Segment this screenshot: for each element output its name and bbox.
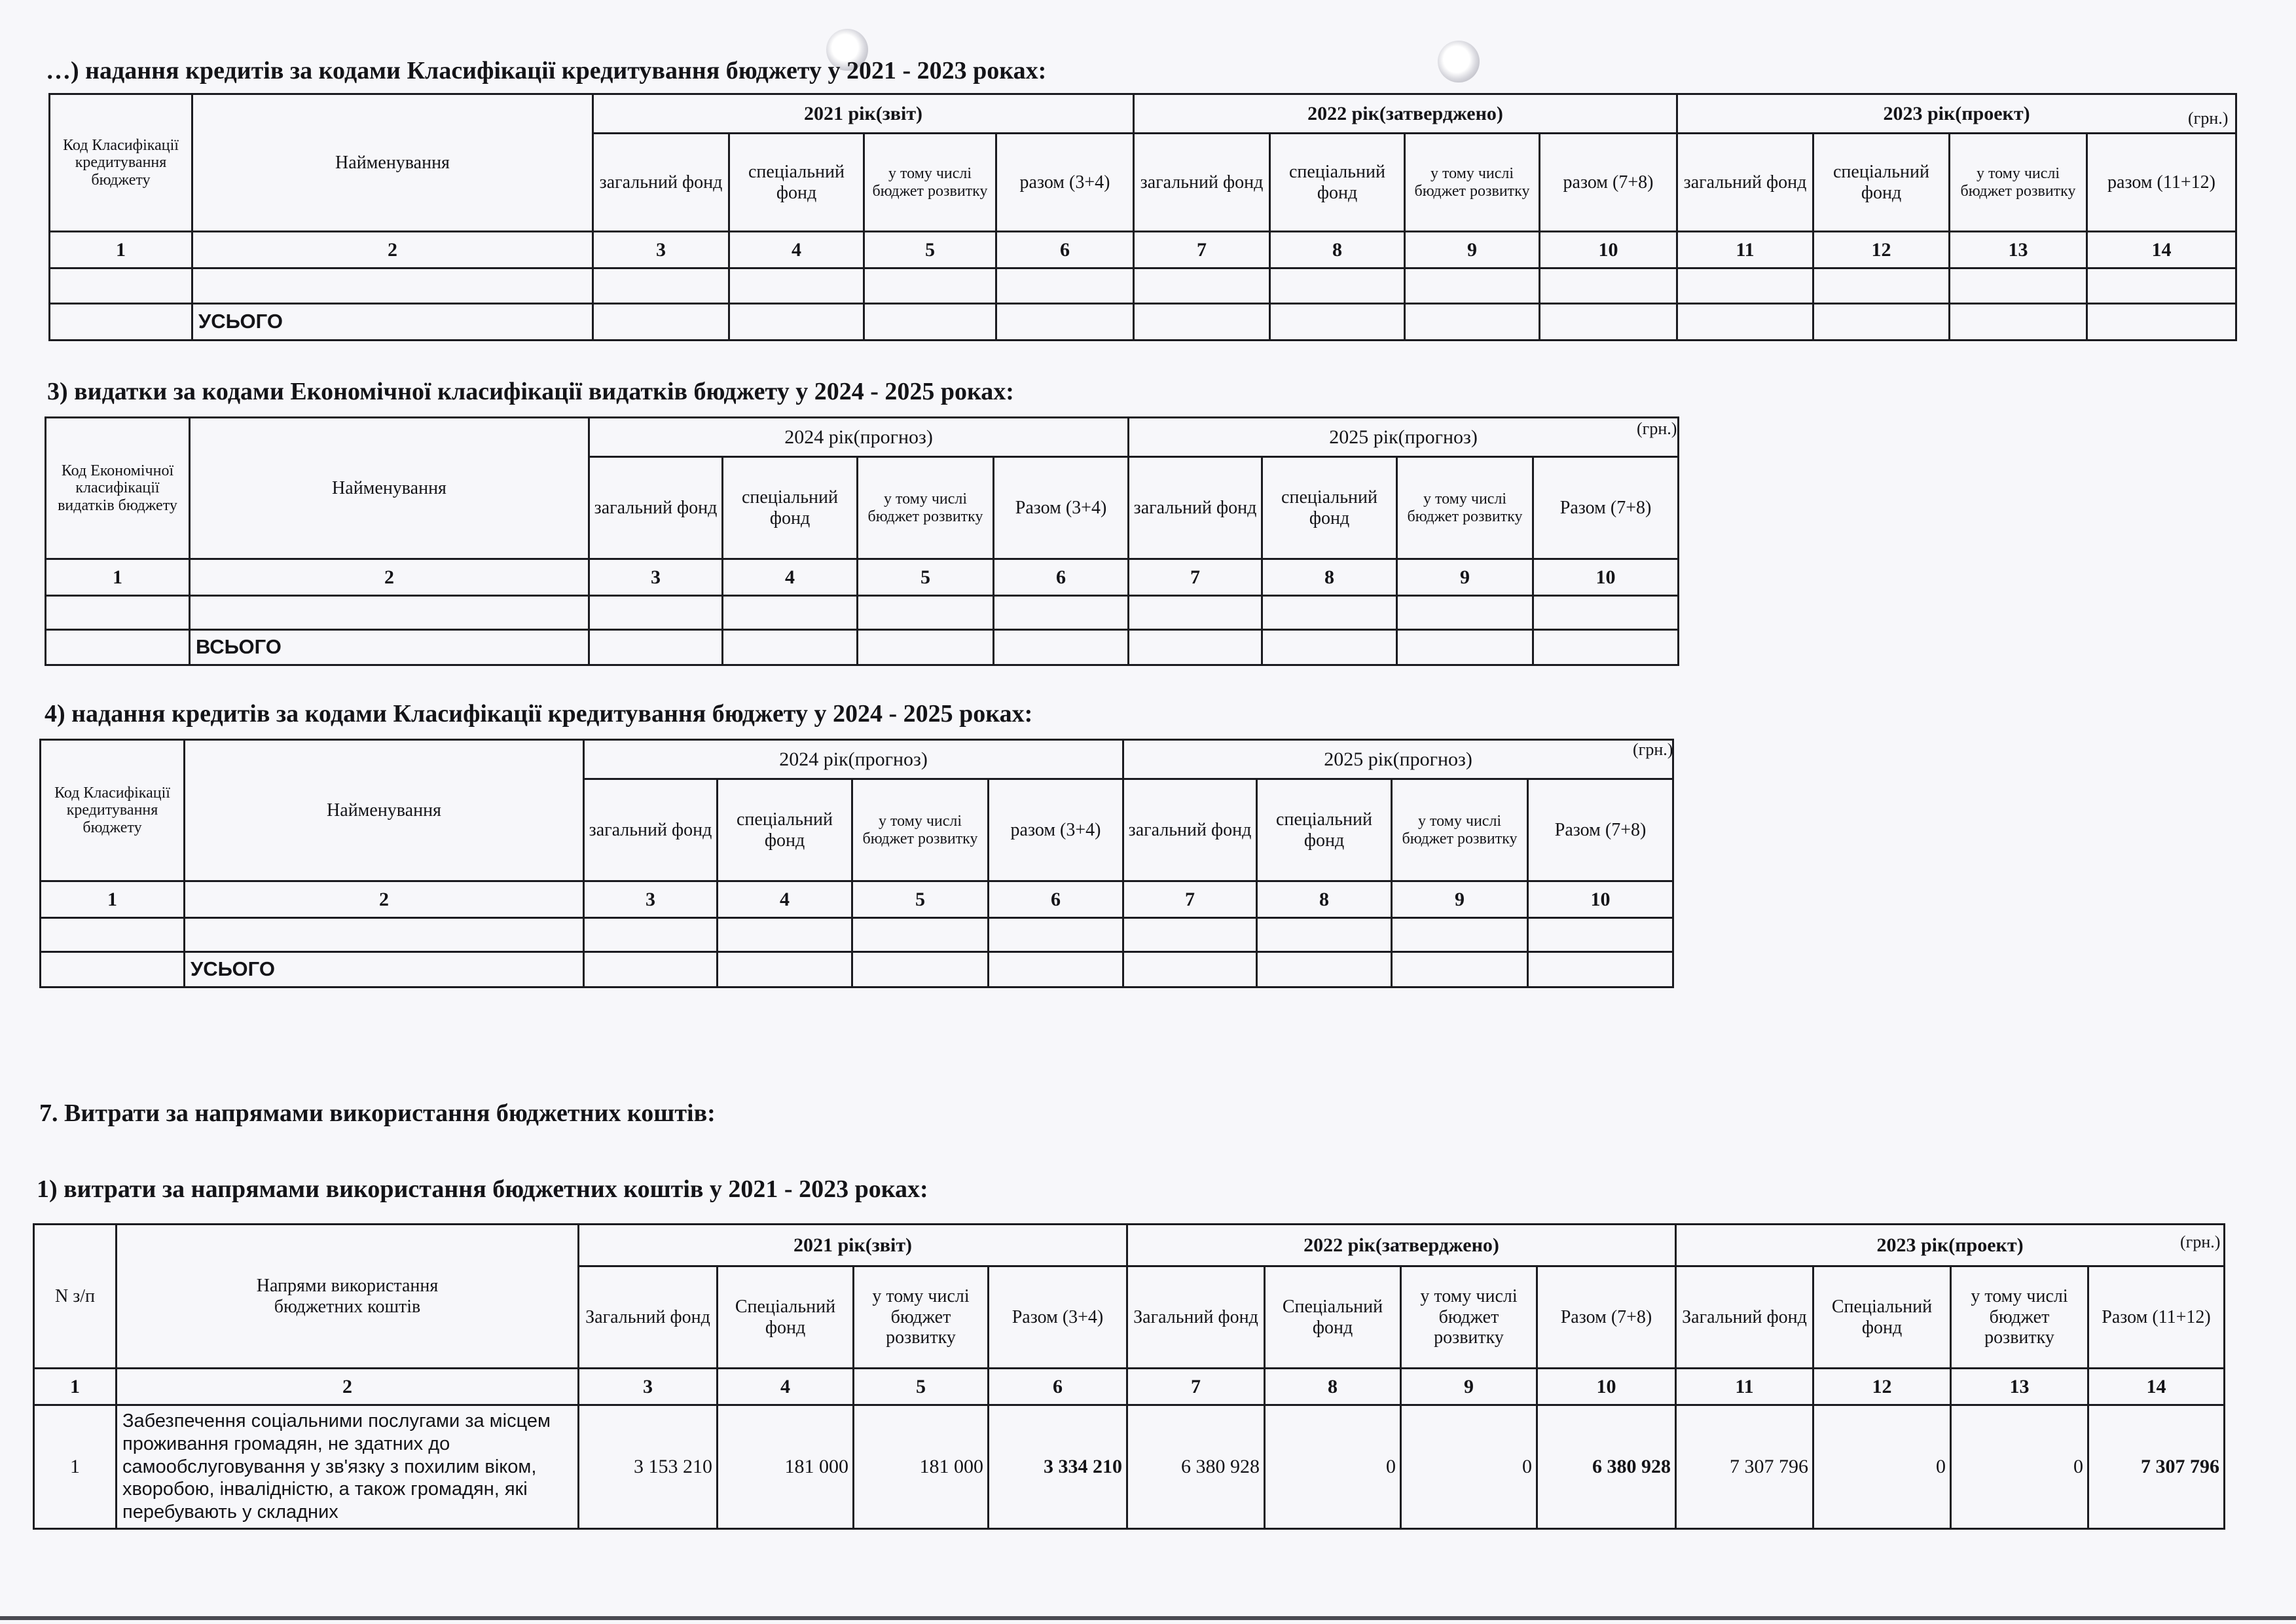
header-dev-budget: у тому числі бюджет розвитку — [1392, 779, 1528, 881]
section-3-title: 3) видатки за кодами Економічної класифікації видатків бюджету у 2024 - 2025 роках: — [47, 378, 1014, 405]
header-dev-budget: у тому числі бюджет розвитку — [864, 134, 996, 232]
header-sum: Разом (7+8) — [1537, 1266, 1676, 1369]
header-sum: Разом (7+8) — [1533, 457, 1679, 559]
header-sum: Разом (3+4) — [989, 1266, 1127, 1369]
value-sum-2021: 3 334 210 — [989, 1405, 1127, 1529]
header-general-fund: загальний фонд — [1129, 457, 1262, 559]
header-year-2023: 2023 рік(проект) — [1677, 94, 2236, 134]
credits-2021-2023-table — [48, 93, 2237, 341]
header-general-fund: загальний фонд — [593, 134, 729, 232]
col-number: 8 — [1262, 559, 1397, 596]
total-label: ВСЬОГО — [190, 630, 589, 665]
value-special-2022: 0 — [1265, 1405, 1401, 1529]
header-year-2023: 2023 рік(проект) — [1676, 1225, 2225, 1266]
section-7-subtitle: 1) витрати за напрямами використання бюджетних коштів у 2021 - 2023 роках: — [37, 1175, 928, 1203]
empty-row — [46, 596, 1679, 630]
table-row — [34, 1405, 2225, 1529]
section-a-title: …) надання кредитів за кодами Класифікації кредитування бюджету у 2021 - 2023 роках: — [46, 57, 1047, 84]
col-number: 6 — [989, 1369, 1127, 1405]
header-code: Код Класифікації кредитування бюджету — [50, 94, 192, 232]
col-number: 9 — [1401, 1369, 1537, 1405]
col-number: 2 — [192, 232, 593, 268]
header-dev-budget: у тому числі бюджет розвитку — [1397, 457, 1533, 559]
punch-hole-right — [1438, 41, 1480, 83]
header-dev-budget: у тому числі бюджет розвитку — [1401, 1266, 1537, 1369]
col-number: 8 — [1270, 232, 1405, 268]
header-name: Найменування — [192, 94, 593, 232]
header-directions: Напрями використання бюджетних коштів — [117, 1225, 579, 1369]
col-number: 2 — [117, 1369, 579, 1405]
value-general-2023: 7 307 796 — [1676, 1405, 1813, 1529]
header-general-fund: Загальний фонд — [1676, 1266, 1813, 1369]
col-number: 1 — [41, 881, 185, 918]
header-year-2024: 2024 рік(прогноз) — [584, 740, 1123, 779]
header-special-fund: Спеціальний фонд — [1265, 1266, 1401, 1369]
section-7-unit: (грн.) — [2180, 1232, 2221, 1251]
col-number: 2 — [185, 881, 584, 918]
total-row — [41, 952, 1673, 987]
col-number: 7 — [1123, 881, 1257, 918]
value-sum-2023: 7 307 796 — [2088, 1405, 2225, 1529]
header-special-fund: спеціальний фонд — [1262, 457, 1397, 559]
header-dev-budget: у тому числі бюджет розвитку — [1951, 1266, 2088, 1369]
col-number: 3 — [584, 881, 718, 918]
section-4-title: 4) надання кредитів за кодами Класифікації кредитування бюджету у 2024 - 2025 роках: — [45, 700, 1033, 728]
col-number: 5 — [858, 559, 994, 596]
total-label: УСЬОГО — [185, 952, 584, 987]
total-label: УСЬОГО — [192, 304, 593, 341]
header-year-2022: 2022 рік(затверджено) — [1127, 1225, 1676, 1266]
col-number: 10 — [1528, 881, 1673, 918]
col-number: 4 — [718, 1369, 854, 1405]
col-number: 2 — [190, 559, 589, 596]
value-general-2022: 6 380 928 — [1127, 1405, 1265, 1529]
col-number: 9 — [1405, 232, 1540, 268]
total-row — [50, 304, 2236, 341]
value-dev-2021: 181 000 — [854, 1405, 989, 1529]
header-sum: Разом (11+12) — [2088, 1266, 2225, 1369]
col-number: 1 — [46, 559, 190, 596]
section-a-unit: (грн.) — [2188, 109, 2229, 128]
header-general-fund: загальний фонд — [589, 457, 723, 559]
header-special-fund: Спеціальний фонд — [718, 1266, 854, 1369]
value-special-2023: 0 — [1813, 1405, 1951, 1529]
value-dev-2022: 0 — [1401, 1405, 1537, 1529]
header-general-fund: загальний фонд — [584, 779, 718, 881]
header-general-fund: загальний фонд — [1134, 134, 1270, 232]
col-number: 11 — [1677, 232, 1813, 268]
col-number: 3 — [593, 232, 729, 268]
header-sum: разом (7+8) — [1540, 134, 1677, 232]
col-number: 4 — [723, 559, 858, 596]
empty-row — [50, 268, 2236, 304]
col-number: 13 — [1950, 232, 2087, 268]
header-general-fund: Загальний фонд — [1127, 1266, 1265, 1369]
economic-expenses-2024-2025-table — [45, 416, 1679, 666]
col-number: 13 — [1951, 1369, 2088, 1405]
section-4-unit: (грн.) — [1633, 740, 1673, 759]
header-year-2021: 2021 рік(звіт) — [593, 94, 1134, 134]
header-special-fund: спеціальний фонд — [1813, 134, 1950, 232]
header-code: Код Класифікації кредитування бюджету — [41, 740, 185, 881]
header-general-fund: загальний фонд — [1123, 779, 1257, 881]
section-3-unit: (грн.) — [1637, 419, 1677, 438]
header-sum: разом (3+4) — [989, 779, 1123, 881]
col-number: 5 — [854, 1369, 989, 1405]
header-number: N з/п — [34, 1225, 117, 1369]
col-number: 14 — [2087, 232, 2236, 268]
col-number: 10 — [1540, 232, 1677, 268]
header-special-fund: спеціальний фонд — [1270, 134, 1405, 232]
col-number: 5 — [864, 232, 996, 268]
header-year-2022: 2022 рік(затверджено) — [1134, 94, 1677, 134]
col-number: 10 — [1533, 559, 1679, 596]
section-7-title: 7. Витрати за напрямами використання бюджетних коштів: — [39, 1099, 716, 1127]
header-special-fund: спеціальний фонд — [718, 779, 852, 881]
header-dev-budget: у тому числі бюджет розвитку — [858, 457, 994, 559]
value-special-2021: 181 000 — [718, 1405, 854, 1529]
col-number: 6 — [994, 559, 1129, 596]
col-number: 6 — [989, 881, 1123, 918]
col-number: 10 — [1537, 1369, 1676, 1405]
value-sum-2022: 6 380 928 — [1537, 1405, 1676, 1529]
header-year-2025: 2025 рік(прогноз) — [1123, 740, 1673, 779]
header-year-2024: 2024 рік(прогноз) — [589, 418, 1129, 457]
header-code: Код Економічної класифікації видатків бюджету — [46, 418, 190, 559]
header-dev-budget: у тому числі бюджет розвитку — [854, 1266, 989, 1369]
row-number: 1 — [34, 1405, 117, 1529]
col-number: 1 — [50, 232, 192, 268]
expenditures-by-direction-table — [33, 1223, 2225, 1530]
header-year-2025: 2025 рік(прогноз) — [1129, 418, 1679, 457]
header-general-fund: Загальний фонд — [579, 1266, 718, 1369]
col-number: 4 — [729, 232, 864, 268]
header-sum: Разом (7+8) — [1528, 779, 1673, 881]
header-year-2021: 2021 рік(звіт) — [579, 1225, 1127, 1266]
col-number: 7 — [1127, 1369, 1265, 1405]
header-special-fund: Спеціальний фонд — [1813, 1266, 1951, 1369]
col-number: 6 — [996, 232, 1134, 268]
header-name: Найменування — [185, 740, 584, 881]
header-sum: Разом (3+4) — [994, 457, 1129, 559]
header-special-fund: спеціальний фонд — [1257, 779, 1392, 881]
header-dev-budget: у тому числі бюджет розвитку — [852, 779, 989, 881]
header-special-fund: спеціальний фонд — [723, 457, 858, 559]
col-number: 3 — [589, 559, 723, 596]
col-number: 7 — [1134, 232, 1270, 268]
col-number: 4 — [718, 881, 852, 918]
col-number: 5 — [852, 881, 989, 918]
col-number: 9 — [1397, 559, 1533, 596]
col-number: 12 — [1813, 1369, 1951, 1405]
empty-row — [41, 918, 1673, 952]
col-number: 1 — [34, 1369, 117, 1405]
header-dev-budget: у тому числі бюджет розвитку — [1950, 134, 2087, 232]
scan-edge-line — [0, 1616, 2296, 1620]
col-number: 9 — [1392, 881, 1528, 918]
total-row — [46, 630, 1679, 665]
value-general-2021: 3 153 210 — [579, 1405, 718, 1529]
col-number: 8 — [1265, 1369, 1401, 1405]
col-number: 14 — [2088, 1369, 2225, 1405]
header-general-fund: загальний фонд — [1677, 134, 1813, 232]
credits-2024-2025-table — [39, 739, 1674, 988]
header-sum: разом (3+4) — [996, 134, 1134, 232]
col-number: 12 — [1813, 232, 1950, 268]
row-description: Забезпечення соціальними послугами за місцем проживання громадян, не здатних до самообслуговування у зв'язку з похилим віком, хворобою, інвалідністю, а також громадян, які перебувають у складних — [117, 1405, 579, 1529]
header-name: Найменування — [190, 418, 589, 559]
header-sum: разом (11+12) — [2087, 134, 2236, 232]
col-number: 3 — [579, 1369, 718, 1405]
header-dev-budget: у тому числі бюджет розвитку — [1405, 134, 1540, 232]
col-number: 8 — [1257, 881, 1392, 918]
col-number: 7 — [1129, 559, 1262, 596]
value-dev-2023: 0 — [1951, 1405, 2088, 1529]
header-special-fund: спеціальний фонд — [729, 134, 864, 232]
col-number: 11 — [1676, 1369, 1813, 1405]
